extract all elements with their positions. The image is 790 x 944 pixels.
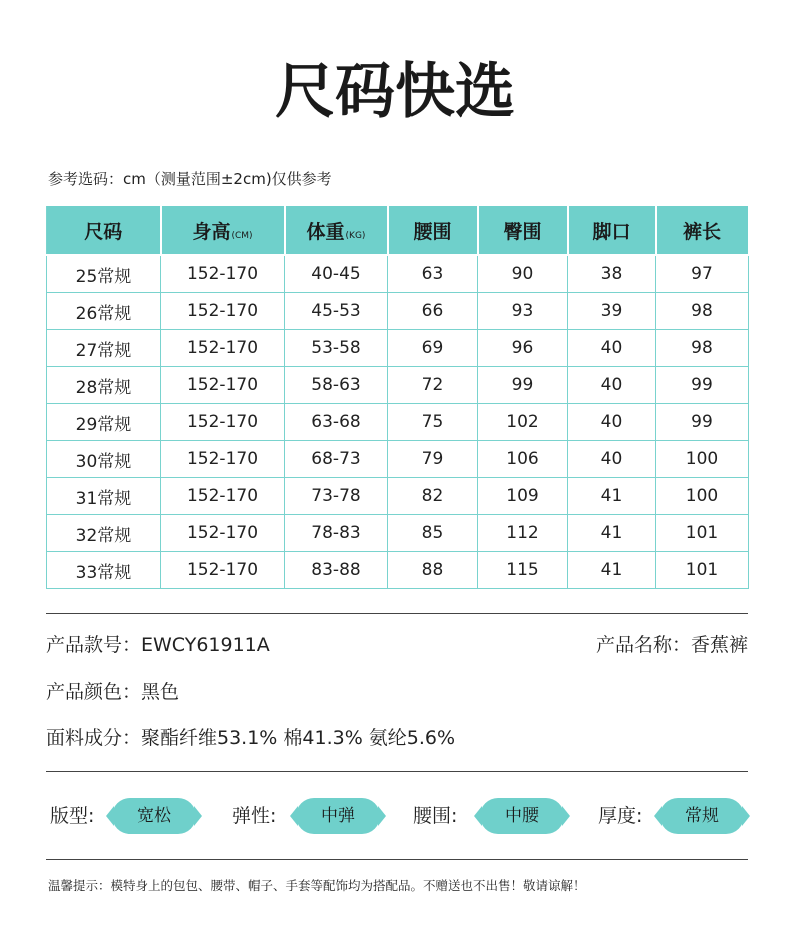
product-color: 产品颜色：黑色 (46, 681, 180, 703)
cell-hip: 112 (478, 515, 568, 552)
header-waist: 腰围 (388, 205, 478, 255)
cell-size: 30常规 (47, 441, 161, 478)
cell-hem: 38 (568, 255, 656, 293)
header-hem: 脚口 (568, 205, 656, 255)
table-row (47, 293, 749, 330)
table-row (47, 367, 749, 404)
attr-stretch-badge: 中弹 (296, 798, 380, 834)
cell-hem: 41 (568, 478, 656, 515)
cell-height: 152-170 (161, 552, 285, 589)
header-hip: 臀围 (478, 205, 568, 255)
cell-size: 29常规 (47, 404, 161, 441)
cell-weight: 73-78 (285, 478, 388, 515)
cell-weight: 45-53 (285, 293, 388, 330)
table-row (47, 255, 749, 293)
cell-hip: 93 (478, 293, 568, 330)
cell-size: 28常规 (47, 367, 161, 404)
cell-height: 152-170 (161, 404, 285, 441)
cell-hem: 40 (568, 330, 656, 367)
cell-weight: 63-68 (285, 404, 388, 441)
cell-hip: 109 (478, 478, 568, 515)
page-title: 尺码快选 (275, 57, 515, 127)
header-size: 尺码 (47, 205, 161, 255)
attr-thickness-label: 厚度: (598, 805, 643, 827)
reminder-text: 温馨提示：模特身上的包包、腰带、帽子、手套等配饰均为搭配品。不赠送也不出售！敬请谅解！ (48, 878, 586, 893)
size-chart-table (46, 204, 750, 589)
cell-size: 33常规 (47, 552, 161, 589)
cell-weight: 83-88 (285, 552, 388, 589)
divider-top (46, 613, 748, 614)
cell-size: 31常规 (47, 478, 161, 515)
cell-height: 152-170 (161, 515, 285, 552)
header-weight: 体重(KG) (285, 205, 388, 255)
attr-waist-badge: 中腰 (480, 798, 564, 834)
product-fabric: 面料成分：聚酯纤维53.1% 棉41.3% 氨纶5.6% (46, 727, 456, 749)
cell-height: 152-170 (161, 367, 285, 404)
cell-hem: 41 (568, 515, 656, 552)
cell-hem: 40 (568, 404, 656, 441)
table-row (47, 441, 749, 478)
product-model: 产品款号：EWCY61911A (46, 634, 270, 656)
table-header-row (47, 205, 749, 255)
cell-length: 97 (656, 255, 749, 293)
table-row (47, 404, 749, 441)
attr-fit-badge: 宽松 (112, 798, 196, 834)
cell-height: 152-170 (161, 255, 285, 293)
header-height-unit: (CM) (231, 230, 253, 241)
cell-size: 32常规 (47, 515, 161, 552)
table-row (47, 515, 749, 552)
cell-length: 100 (656, 441, 749, 478)
cell-height: 152-170 (161, 478, 285, 515)
cell-waist: 66 (388, 293, 478, 330)
cell-length: 101 (656, 515, 749, 552)
cell-size: 26常规 (47, 293, 161, 330)
cell-length: 98 (656, 293, 749, 330)
cell-weight: 40-45 (285, 255, 388, 293)
cell-hip: 96 (478, 330, 568, 367)
table-row (47, 552, 749, 589)
cell-height: 152-170 (161, 441, 285, 478)
cell-hip: 90 (478, 255, 568, 293)
attr-fit-label: 版型: (50, 805, 95, 827)
cell-length: 99 (656, 367, 749, 404)
cell-height: 152-170 (161, 330, 285, 367)
header-height: 身高(CM) (161, 205, 285, 255)
header-length: 裤长 (656, 205, 749, 255)
cell-hem: 39 (568, 293, 656, 330)
cell-length: 98 (656, 330, 749, 367)
table-row (47, 330, 749, 367)
cell-weight: 53-58 (285, 330, 388, 367)
cell-length: 101 (656, 552, 749, 589)
cell-size: 27常规 (47, 330, 161, 367)
cell-waist: 63 (388, 255, 478, 293)
product-name: 产品名称：香蕉裤 (595, 634, 748, 656)
attr-thickness-badge: 常规 (660, 798, 744, 834)
cell-waist: 75 (388, 404, 478, 441)
cell-waist: 88 (388, 552, 478, 589)
attr-waist-label: 腰围: (413, 805, 458, 827)
cell-hip: 115 (478, 552, 568, 589)
cell-hem: 40 (568, 367, 656, 404)
cell-weight: 78-83 (285, 515, 388, 552)
cell-hem: 40 (568, 441, 656, 478)
cell-hem: 41 (568, 552, 656, 589)
cell-waist: 69 (388, 330, 478, 367)
header-weight-unit: (KG) (345, 230, 366, 241)
cell-waist: 82 (388, 478, 478, 515)
cell-hip: 102 (478, 404, 568, 441)
cell-length: 99 (656, 404, 749, 441)
divider-middle (46, 771, 748, 772)
cell-waist: 85 (388, 515, 478, 552)
cell-weight: 58-63 (285, 367, 388, 404)
cell-length: 100 (656, 478, 749, 515)
cell-hip: 99 (478, 367, 568, 404)
attr-stretch-label: 弹性: (232, 805, 277, 827)
cell-waist: 79 (388, 441, 478, 478)
cell-waist: 72 (388, 367, 478, 404)
cell-height: 152-170 (161, 293, 285, 330)
divider-bottom (46, 859, 748, 860)
table-row (47, 478, 749, 515)
cell-size: 25常规 (47, 255, 161, 293)
cell-weight: 68-73 (285, 441, 388, 478)
reference-note: 参考选码：cm（测量范围±2cm)仅供参考 (48, 170, 332, 188)
cell-hip: 106 (478, 441, 568, 478)
